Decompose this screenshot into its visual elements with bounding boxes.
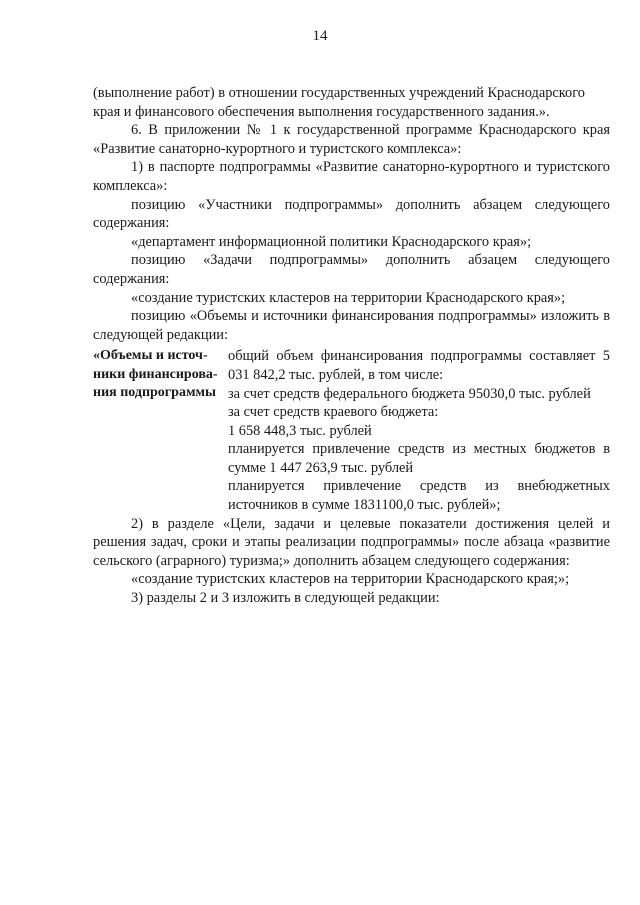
table-value-row: общий объем финансирования подпрограммы составляет 5 031 842,2 тыс. рублей, в том числе: [228,348,610,383]
paragraph-11: 3) разделы 2 и 3 изложить в следующей редакции: [131,590,440,607]
table-label-line: ния подпрограммы [93,384,216,400]
table-value-row: 1 658 448,3 тыс. рублей [228,422,372,439]
paragraph-9: 2) в разделе «Цели, задачи и целевые показатели достижения целей и решения задач, сроки и этапы реализации подпрограммы» после абзаца «развитие сельского (аграрного) туризма;» дополнить абзацем следующего содержания: [93,515,610,569]
paragraph-1-line-1: (выполнение работ) в отношении государственных учреждений Краснодарского [93,85,585,101]
paragraph-7: «создание туристских кластеров на территории Краснодарского края»; [131,289,566,306]
document-body [93,84,610,608]
table-value-row: за счет средств краевого бюджета: [228,404,439,421]
paragraph-8: позицию «Объемы и источники финансирования подпрограммы» изложить в следующей редакции: [93,308,610,343]
paragraph-6-word: «Задачи [203,252,252,269]
paragraph-6-word: следующего [534,252,610,269]
page-number: 14 [312,28,328,44]
paragraph-2: 6. В приложении № 1 к государственной программе Краснодарского края «Развитие санаторно-курортного и туристского комплекса»: [93,122,610,157]
paragraph-6 [93,251,610,288]
paragraph-1 [93,84,610,121]
paragraph-1-line-2: края и финансового обеспечения выполнения государственного задания.». [93,103,550,120]
paragraph-4: позицию «Участники подпрограммы» дополнить абзацем следующего содержания: [93,196,610,232]
financing-table-label [93,347,228,514]
table-value-row: за счет средств федерального бюджета 95030,0 тыс. рублей [228,385,591,402]
paragraph-6-word: позицию [131,252,186,269]
financing-table-values [228,347,610,514]
table-value-row: планируется привлечение средств из внебюджетных источников в сумме 1831100,0 тыс. рублей»; [228,478,610,514]
paragraph-3: 1) в паспорте подпрограммы «Развитие санаторно-курортного и туристского комплекса»: [93,159,610,194]
paragraph-6-line-2: содержания: [93,270,170,287]
paragraph-6-word: подпрограммы» [269,252,369,269]
paragraph-6-word: дополнить [385,252,451,269]
table-value-row: планируется привлечение средств из местных бюджетов в сумме 1 447 263,9 тыс. рублей [228,441,610,476]
table-label-line: ники финансирова- [93,366,218,382]
table-label-line: «Объемы и источ- [93,348,208,364]
paragraph-6-word: абзацем [468,252,518,269]
paragraph-10: «создание туристских кластеров на территории Краснодарского края;»; [131,571,570,588]
paragraph-5: «департамент информационной политики Краснодарского края»; [131,233,532,250]
paragraph-6-line-1 [93,251,610,270]
financing-table [93,347,610,514]
